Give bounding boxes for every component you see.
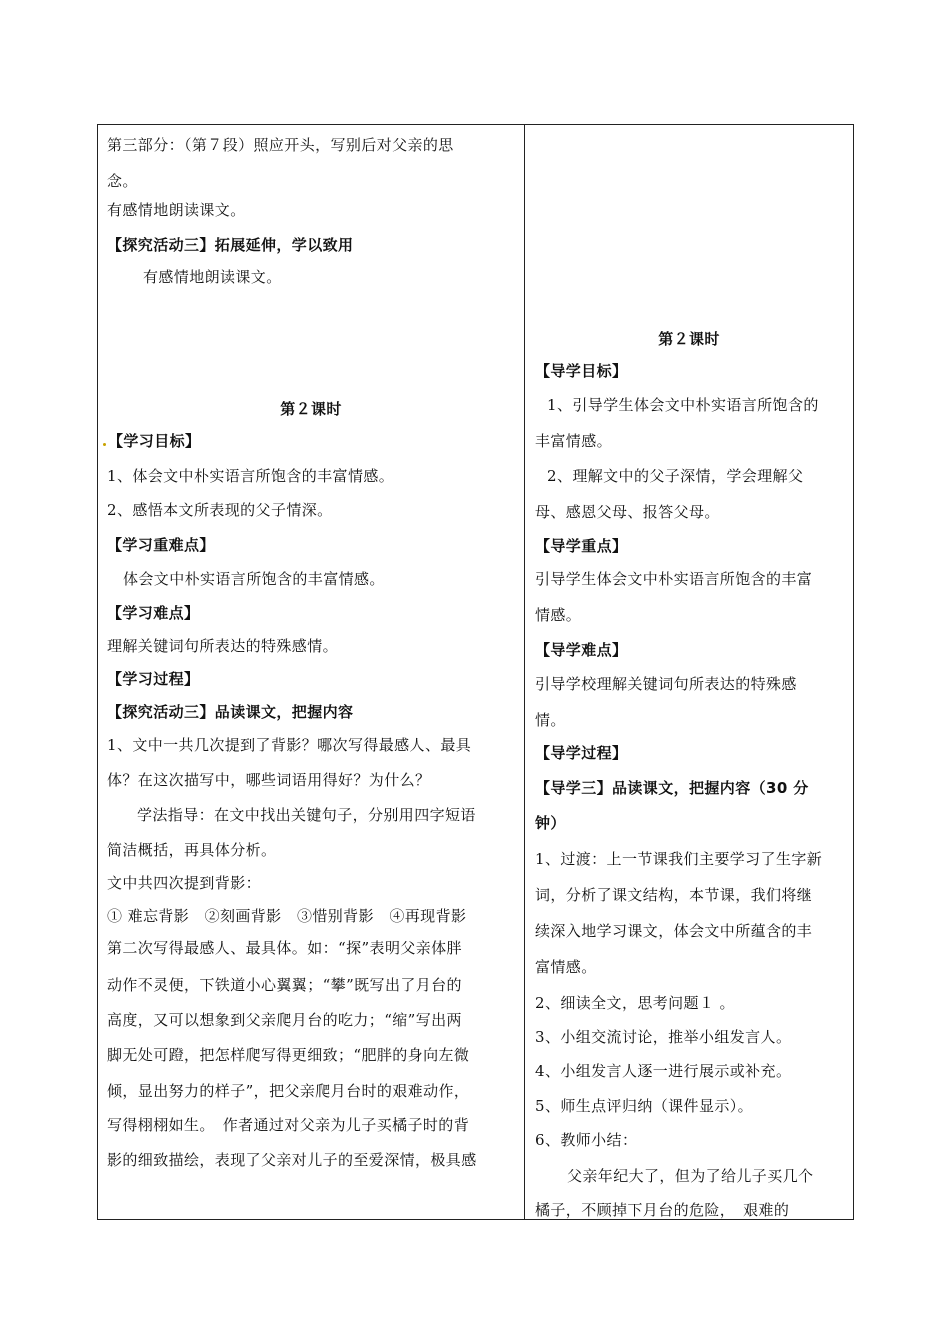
right-line: 6、教师小结： [535, 1131, 638, 1149]
left-line: 有感情地朗读课文。 [143, 268, 282, 286]
left-line: 学法指导：在文中找出关键句子，分别用四字短语 [137, 806, 476, 824]
left-line: 动作不灵便，下铁道小心翼翼；“攀”既写出了月台的 [107, 976, 462, 994]
activity-heading: 【探究活动三】拓展延伸，学以致用 [107, 236, 354, 254]
left-line: 念。 [107, 172, 138, 190]
right-line: 4、小组发言人逐一进行展示或补充。 [535, 1062, 792, 1080]
left-line: ① 难忘背影 ②刻画背影 ③惜别背影 ④再现背影 [107, 907, 467, 925]
lesson-title: 第２课时 [658, 330, 720, 348]
left-line: 理解关键词句所表达的特殊感情。 [107, 637, 339, 655]
lesson-title: 第２课时 [280, 400, 342, 418]
right-line: 引导学生体会文中朴实语言所饱含的丰富 [535, 570, 813, 588]
activity-heading: 【导学三】品读课文，把握内容（30 分 [535, 779, 809, 797]
left-line: 有感情地朗读课文。 [107, 201, 246, 219]
left-line: 第三部分：（第７段）照应开头，写别后对父亲的思 [107, 136, 454, 154]
section-heading: 【学习过程】 [107, 670, 200, 688]
lesson-plan-table [97, 124, 854, 1220]
section-heading: 【导学目标】 [535, 362, 628, 380]
left-line: 2、感悟本文所表现的父子情深。 [107, 501, 333, 519]
right-line: 父亲年纪大了，但为了给儿子买几个 [567, 1167, 814, 1185]
right-line: 情感。 [535, 606, 582, 624]
left-line: 第二次写得最感人、最具体。如：“探”表明父亲体胖 [107, 939, 462, 957]
section-heading: 【导学难点】 [535, 641, 628, 659]
left-line: 影的细致描绘，表现了父亲对儿子的至爱深情，极具感 [107, 1151, 477, 1169]
right-line: 词，分析了课文结构，本节课，我们将继 [535, 886, 813, 904]
left-line: 倾，显出努力的样子”，把父亲爬月台时的艰难动作， [107, 1082, 470, 1100]
activity-heading: 钟） [535, 814, 566, 832]
activity-heading: 【探究活动三】品读课文，把握内容 [107, 703, 354, 721]
right-line: 情。 [535, 711, 566, 729]
left-line: 体？在这次描写中，哪些词语用得好？为什么？ [107, 771, 431, 789]
left-line: 脚无处可蹬，把怎样爬写得更细致；“肥胖的身向左微 [107, 1046, 470, 1064]
left-line: 1、体会文中朴实语言所饱含的丰富情感。 [107, 467, 395, 485]
left-line: 高度，又可以想象到父亲爬月台的吃力；“缩”写出两 [107, 1011, 462, 1029]
right-line: 橘子，不顾掉下月台的危险， 艰难的 [535, 1201, 790, 1219]
right-line: 3、小组交流讨论，推举小组发言人。 [535, 1028, 792, 1046]
section-heading: 【导学重点】 [535, 537, 628, 555]
right-line: 母、感恩父母、报答父母。 [535, 503, 720, 521]
section-heading: 【学习难点】 [107, 604, 200, 622]
right-line: 续深入地学习课文，体会文中所蕴含的丰 [535, 922, 813, 940]
student-column [98, 125, 524, 1219]
teacher-column [525, 125, 853, 1219]
section-heading: 【导学过程】 [535, 744, 628, 762]
left-line: 写得栩栩如生。 作者通过对父亲为儿子买橘子时的背 [107, 1116, 470, 1134]
right-line: 2、细读全文，思考问题１ 。 [535, 994, 735, 1012]
left-line: 简洁概括，再具体分析。 [107, 841, 277, 859]
right-line: 1、过渡：上一节课我们主要学习了生字新 [535, 850, 823, 868]
right-line: 2、理解文中的父子深情，学会理解父 [547, 467, 804, 485]
right-line: 丰富情感。 [535, 432, 613, 450]
left-line: 文中共四次提到背影： [107, 874, 262, 892]
left-line: 体会文中朴实语言所饱含的丰富情感。 [123, 570, 385, 588]
right-line: 5、师生点评归纳（课件显示）。 [535, 1097, 754, 1115]
marker-dot [103, 443, 106, 446]
right-line: 富情感。 [535, 958, 597, 976]
section-heading: 【学习重难点】 [107, 536, 215, 554]
section-heading: 【学习目标】 [108, 432, 201, 450]
left-line: 1、文中一共几次提到了背影？哪次写得最感人、最具 [107, 736, 472, 754]
right-line: 引导学校理解关键词句所表达的特殊感 [535, 675, 797, 693]
right-line: 1、引导学生体会文中朴实语言所饱含的 [547, 396, 819, 414]
